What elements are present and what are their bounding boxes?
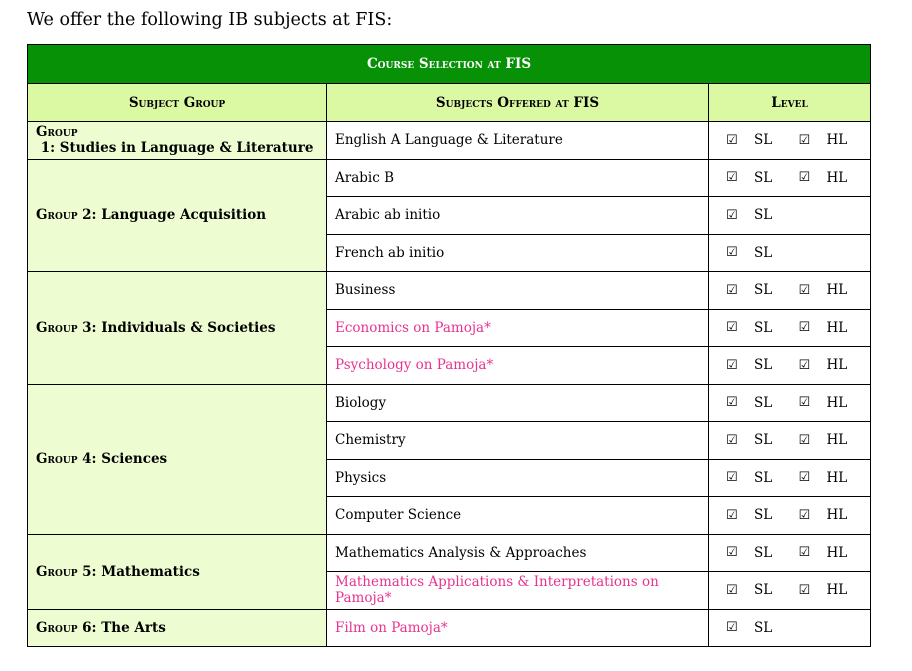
checked-box-icon: ☑ <box>726 320 738 336</box>
checked-box-icon: ☑ <box>798 470 811 486</box>
subject-group-cell <box>28 534 327 609</box>
checked-box-icon: ☑ <box>726 620 738 636</box>
level-option-sl <box>717 545 790 561</box>
subject-name: Economics on Pamoja* <box>327 309 709 347</box>
group-prefix: Group <box>36 207 78 224</box>
level-option-sl <box>717 245 797 261</box>
level-option-hl <box>790 432 863 448</box>
checked-box-icon: ☑ <box>798 132 811 148</box>
checked-box-icon: ☑ <box>726 470 738 486</box>
level-option-sl <box>717 207 797 223</box>
course-selection-table <box>27 44 871 647</box>
level-label: HL <box>826 469 848 486</box>
checked-box-icon: ☑ <box>798 582 811 598</box>
subject-name: Arabic B <box>327 159 709 197</box>
level-label: SL <box>754 394 773 411</box>
level-option-sl <box>717 132 790 148</box>
intro-text: We offer the following IB subjects at FIS: <box>27 10 393 30</box>
level-option-sl <box>717 395 790 411</box>
subject-group-cell <box>28 272 327 385</box>
level-label: SL <box>754 544 773 561</box>
level-label: HL <box>826 507 848 524</box>
level-label: SL <box>754 432 773 449</box>
checked-box-icon: ☑ <box>798 432 811 448</box>
table-body <box>28 122 871 647</box>
group-prefix: Group <box>36 563 78 580</box>
level-label: HL <box>826 394 848 411</box>
level-label: SL <box>754 282 773 299</box>
level-option-hl <box>790 545 863 561</box>
level-label: SL <box>754 619 773 636</box>
group-prefix: Group <box>36 619 78 636</box>
level-cell <box>709 572 871 610</box>
table-row <box>28 534 871 572</box>
level-label: SL <box>754 169 773 186</box>
table-header-row <box>28 84 871 122</box>
level-label: HL <box>826 282 848 299</box>
checked-box-icon: ☑ <box>726 545 738 561</box>
level-label: SL <box>754 469 773 486</box>
level-option-sl <box>717 357 790 373</box>
subject-group-cell <box>28 609 327 647</box>
level-label: SL <box>754 207 773 224</box>
level-option-hl <box>790 357 863 373</box>
subject-group-cell <box>28 159 327 272</box>
level-option-hl <box>790 132 863 148</box>
subject-group-cell <box>28 122 327 160</box>
level-cell <box>709 347 871 385</box>
level-option-hl <box>790 282 863 298</box>
level-cell <box>709 159 871 197</box>
level-option-sl <box>717 320 790 336</box>
level-option-sl <box>717 170 790 186</box>
subject-name: French ab initio <box>327 234 709 272</box>
header-subject-group: Subject Group <box>28 84 327 122</box>
level-label: SL <box>754 357 773 374</box>
level-label: HL <box>826 319 848 336</box>
table-row <box>28 384 871 422</box>
level-cell <box>709 384 871 422</box>
level-cell <box>709 609 871 647</box>
subject-name: Mathematics Analysis & Approaches <box>327 534 709 572</box>
level-label: HL <box>826 357 848 374</box>
subject-name: Biology <box>327 384 709 422</box>
checked-box-icon: ☑ <box>798 320 811 336</box>
level-option-sl <box>717 282 790 298</box>
checked-box-icon: ☑ <box>726 170 738 186</box>
group-label: 5: Mathematics <box>77 563 200 580</box>
level-cell <box>709 422 871 460</box>
checked-box-icon: ☑ <box>726 132 738 148</box>
group-prefix: Group <box>36 124 78 141</box>
subject-name: Chemistry <box>327 422 709 460</box>
subject-name: Psychology on Pamoja* <box>327 347 709 385</box>
subject-name: Physics <box>327 459 709 497</box>
level-option-sl <box>717 582 790 598</box>
level-label: HL <box>826 544 848 561</box>
checked-box-icon: ☑ <box>798 282 811 298</box>
level-label: HL <box>826 132 848 149</box>
level-cell <box>709 234 871 272</box>
level-label: SL <box>754 244 773 261</box>
group-label: 4: Sciences <box>77 451 168 467</box>
table-row <box>28 609 871 647</box>
level-option-hl <box>790 582 863 598</box>
table-row <box>28 272 871 310</box>
level-label: SL <box>754 582 773 599</box>
level-option-sl <box>717 470 790 486</box>
level-label: HL <box>826 432 848 449</box>
table-row <box>28 159 871 197</box>
level-label: SL <box>754 507 773 524</box>
checked-box-icon: ☑ <box>798 357 811 373</box>
level-cell <box>709 497 871 535</box>
subject-name: Arabic ab initio <box>327 197 709 235</box>
subject-name: Computer Science <box>327 497 709 535</box>
group-label: 1: Studies in Language & Literature <box>36 140 314 157</box>
group-prefix: Group <box>36 451 78 467</box>
checked-box-icon: ☑ <box>726 282 738 298</box>
table-title-row <box>28 45 871 84</box>
level-label: HL <box>826 582 848 599</box>
group-prefix: Group <box>36 319 78 336</box>
checked-box-icon: ☑ <box>726 582 738 598</box>
level-option-hl <box>790 507 863 523</box>
checked-box-icon: ☑ <box>798 545 811 561</box>
level-cell <box>709 534 871 572</box>
level-cell <box>709 272 871 310</box>
checked-box-icon: ☑ <box>798 507 811 523</box>
subject-name: Business <box>327 272 709 310</box>
group-label: 3: Individuals & Societies <box>77 319 276 336</box>
subject-name: Film on Pamoja* <box>327 609 709 647</box>
level-cell <box>709 309 871 347</box>
checked-box-icon: ☑ <box>726 245 738 261</box>
group-label: 6: The Arts <box>77 619 166 636</box>
level-option-hl <box>790 395 863 411</box>
header-subjects-offered: Subjects Offered at FIS <box>327 84 709 122</box>
level-label: SL <box>754 319 773 336</box>
level-option-sl <box>717 507 790 523</box>
checked-box-icon: ☑ <box>798 395 811 411</box>
level-label: HL <box>826 169 848 186</box>
subject-group-cell <box>28 384 327 534</box>
subject-name: Mathematics Applications & Interpretations on Pamoja* <box>327 572 709 610</box>
table-row <box>28 122 871 160</box>
checked-box-icon: ☑ <box>726 432 738 448</box>
level-label: SL <box>754 132 773 149</box>
level-cell <box>709 197 871 235</box>
level-option-hl <box>790 170 863 186</box>
level-option-sl <box>717 620 797 636</box>
group-label: 2: Language Acquisition <box>77 207 267 224</box>
checked-box-icon: ☑ <box>798 170 811 186</box>
level-cell <box>709 122 871 160</box>
level-cell <box>709 459 871 497</box>
level-option-hl <box>790 470 863 486</box>
checked-box-icon: ☑ <box>726 207 738 223</box>
subject-name: English A Language & Literature <box>327 122 709 160</box>
level-option-sl <box>717 432 790 448</box>
table-title: Course Selection at FIS <box>28 45 871 84</box>
header-level: Level <box>709 84 871 122</box>
checked-box-icon: ☑ <box>726 395 738 411</box>
level-option-hl <box>790 320 863 336</box>
checked-box-icon: ☑ <box>726 357 738 373</box>
checked-box-icon: ☑ <box>726 507 738 523</box>
